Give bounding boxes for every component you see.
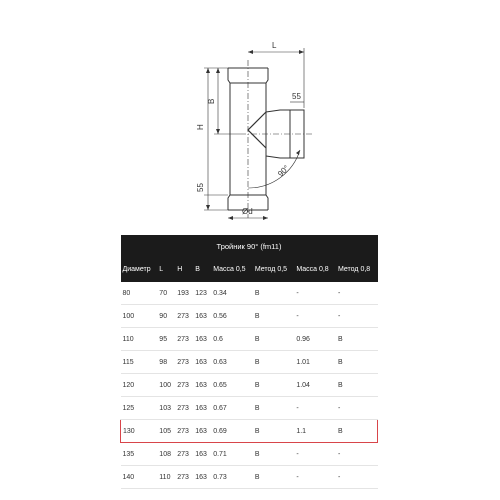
cell-method-05: B xyxy=(253,397,294,420)
cell-L: 110 xyxy=(157,466,175,489)
cell-mass-08: - xyxy=(294,466,336,489)
cell-H: 273 xyxy=(175,328,193,351)
cell-method-08: - xyxy=(336,305,378,328)
column-header-B: B xyxy=(193,257,211,282)
specification-table xyxy=(120,235,378,489)
cell-method-08: - xyxy=(336,282,378,305)
cell-mass-08: - xyxy=(294,397,336,420)
table-row xyxy=(121,351,378,374)
cell-mass-08: - xyxy=(294,282,336,305)
cell-H: 273 xyxy=(175,466,193,489)
column-header-diameter: Диаметр xyxy=(121,257,158,282)
cell-B: 163 xyxy=(193,397,211,420)
dimension-B-label: B xyxy=(207,98,216,104)
cell-diameter: 140 xyxy=(121,466,158,489)
table-row xyxy=(121,374,378,397)
cell-method-08: - xyxy=(336,466,378,489)
table-row xyxy=(121,466,378,489)
cell-method-05: B xyxy=(253,443,294,466)
table-title-row xyxy=(121,235,378,257)
cell-B: 163 xyxy=(193,351,211,374)
column-header-H: H xyxy=(175,257,193,282)
cell-method-05: B xyxy=(253,328,294,351)
cell-mass-08: - xyxy=(294,443,336,466)
column-header-method-08: Метод 0,8 xyxy=(336,257,378,282)
dimension-diameter-label: Ød xyxy=(242,207,253,216)
column-header-mass-08: Масса 0,8 xyxy=(294,257,336,282)
column-header-mass-05: Масса 0,5 xyxy=(211,257,253,282)
cell-L: 108 xyxy=(157,443,175,466)
table-body xyxy=(121,282,378,489)
cell-mass-08: 1.04 xyxy=(294,374,336,397)
table-header-row xyxy=(121,257,378,282)
table-title: Тройник 90° (fm11) xyxy=(121,235,378,257)
cell-mass-05: 0.73 xyxy=(211,466,253,489)
table-row xyxy=(121,282,378,305)
cell-mass-05: 0.65 xyxy=(211,374,253,397)
cell-method-08: - xyxy=(336,397,378,420)
cell-method-08: B xyxy=(336,351,378,374)
cell-mass-05: 0.69 xyxy=(211,420,253,443)
cell-diameter: 120 xyxy=(121,374,158,397)
cell-method-08: - xyxy=(336,443,378,466)
cell-H: 273 xyxy=(175,420,193,443)
cell-mass-08: 1.01 xyxy=(294,351,336,374)
cell-method-05: B xyxy=(253,305,294,328)
cell-mass-05: 0.56 xyxy=(211,305,253,328)
dimension-55-side-label: 55 xyxy=(292,92,301,101)
cell-method-08: B xyxy=(336,420,378,443)
cell-H: 273 xyxy=(175,443,193,466)
cell-mass-05: 0.67 xyxy=(211,397,253,420)
cell-L: 103 xyxy=(157,397,175,420)
cell-method-05: B xyxy=(253,374,294,397)
cell-B: 163 xyxy=(193,305,211,328)
cell-method-05: B xyxy=(253,466,294,489)
column-header-L: L xyxy=(157,257,175,282)
cell-H: 273 xyxy=(175,351,193,374)
cell-diameter: 130 xyxy=(121,420,158,443)
cell-H: 273 xyxy=(175,397,193,420)
cell-B: 163 xyxy=(193,374,211,397)
cell-B: 163 xyxy=(193,420,211,443)
cell-diameter: 125 xyxy=(121,397,158,420)
cell-mass-08: - xyxy=(294,305,336,328)
cell-mass-08: 0.96 xyxy=(294,328,336,351)
cell-mass-08: 1.1 xyxy=(294,420,336,443)
cell-diameter: 100 xyxy=(121,305,158,328)
cell-L: 95 xyxy=(157,328,175,351)
angle-90-label: 90° xyxy=(276,163,291,179)
cell-L: 98 xyxy=(157,351,175,374)
cell-diameter: 135 xyxy=(121,443,158,466)
dimension-55-bottom-label: 55 xyxy=(196,183,205,192)
cell-H: 193 xyxy=(175,282,193,305)
table-row xyxy=(121,443,378,466)
cell-diameter: 115 xyxy=(121,351,158,374)
cell-method-08: B xyxy=(336,328,378,351)
cell-diameter: 80 xyxy=(121,282,158,305)
table-row-highlighted xyxy=(121,420,378,443)
cell-mass-05: 0.34 xyxy=(211,282,253,305)
cell-L: 105 xyxy=(157,420,175,443)
cell-L: 90 xyxy=(157,305,175,328)
cell-method-05: B xyxy=(253,282,294,305)
cell-B: 123 xyxy=(193,282,211,305)
cell-method-08: B xyxy=(336,374,378,397)
cell-B: 163 xyxy=(193,443,211,466)
dimension-L-label: L xyxy=(272,41,277,50)
dimension-H-label: H xyxy=(196,124,205,130)
cell-H: 273 xyxy=(175,305,193,328)
cell-mass-05: 0.71 xyxy=(211,443,253,466)
column-header-method-05: Метод 0,5 xyxy=(253,257,294,282)
cell-L: 70 xyxy=(157,282,175,305)
table-row xyxy=(121,305,378,328)
cell-mass-05: 0.6 xyxy=(211,328,253,351)
cell-L: 100 xyxy=(157,374,175,397)
cell-B: 163 xyxy=(193,466,211,489)
cell-method-05: B xyxy=(253,420,294,443)
cell-B: 163 xyxy=(193,328,211,351)
table-row xyxy=(121,397,378,420)
cell-method-05: B xyxy=(253,351,294,374)
table-row xyxy=(121,328,378,351)
cell-mass-05: 0.63 xyxy=(211,351,253,374)
cell-diameter: 110 xyxy=(121,328,158,351)
tee-technical-drawing xyxy=(0,0,500,230)
cell-H: 273 xyxy=(175,374,193,397)
